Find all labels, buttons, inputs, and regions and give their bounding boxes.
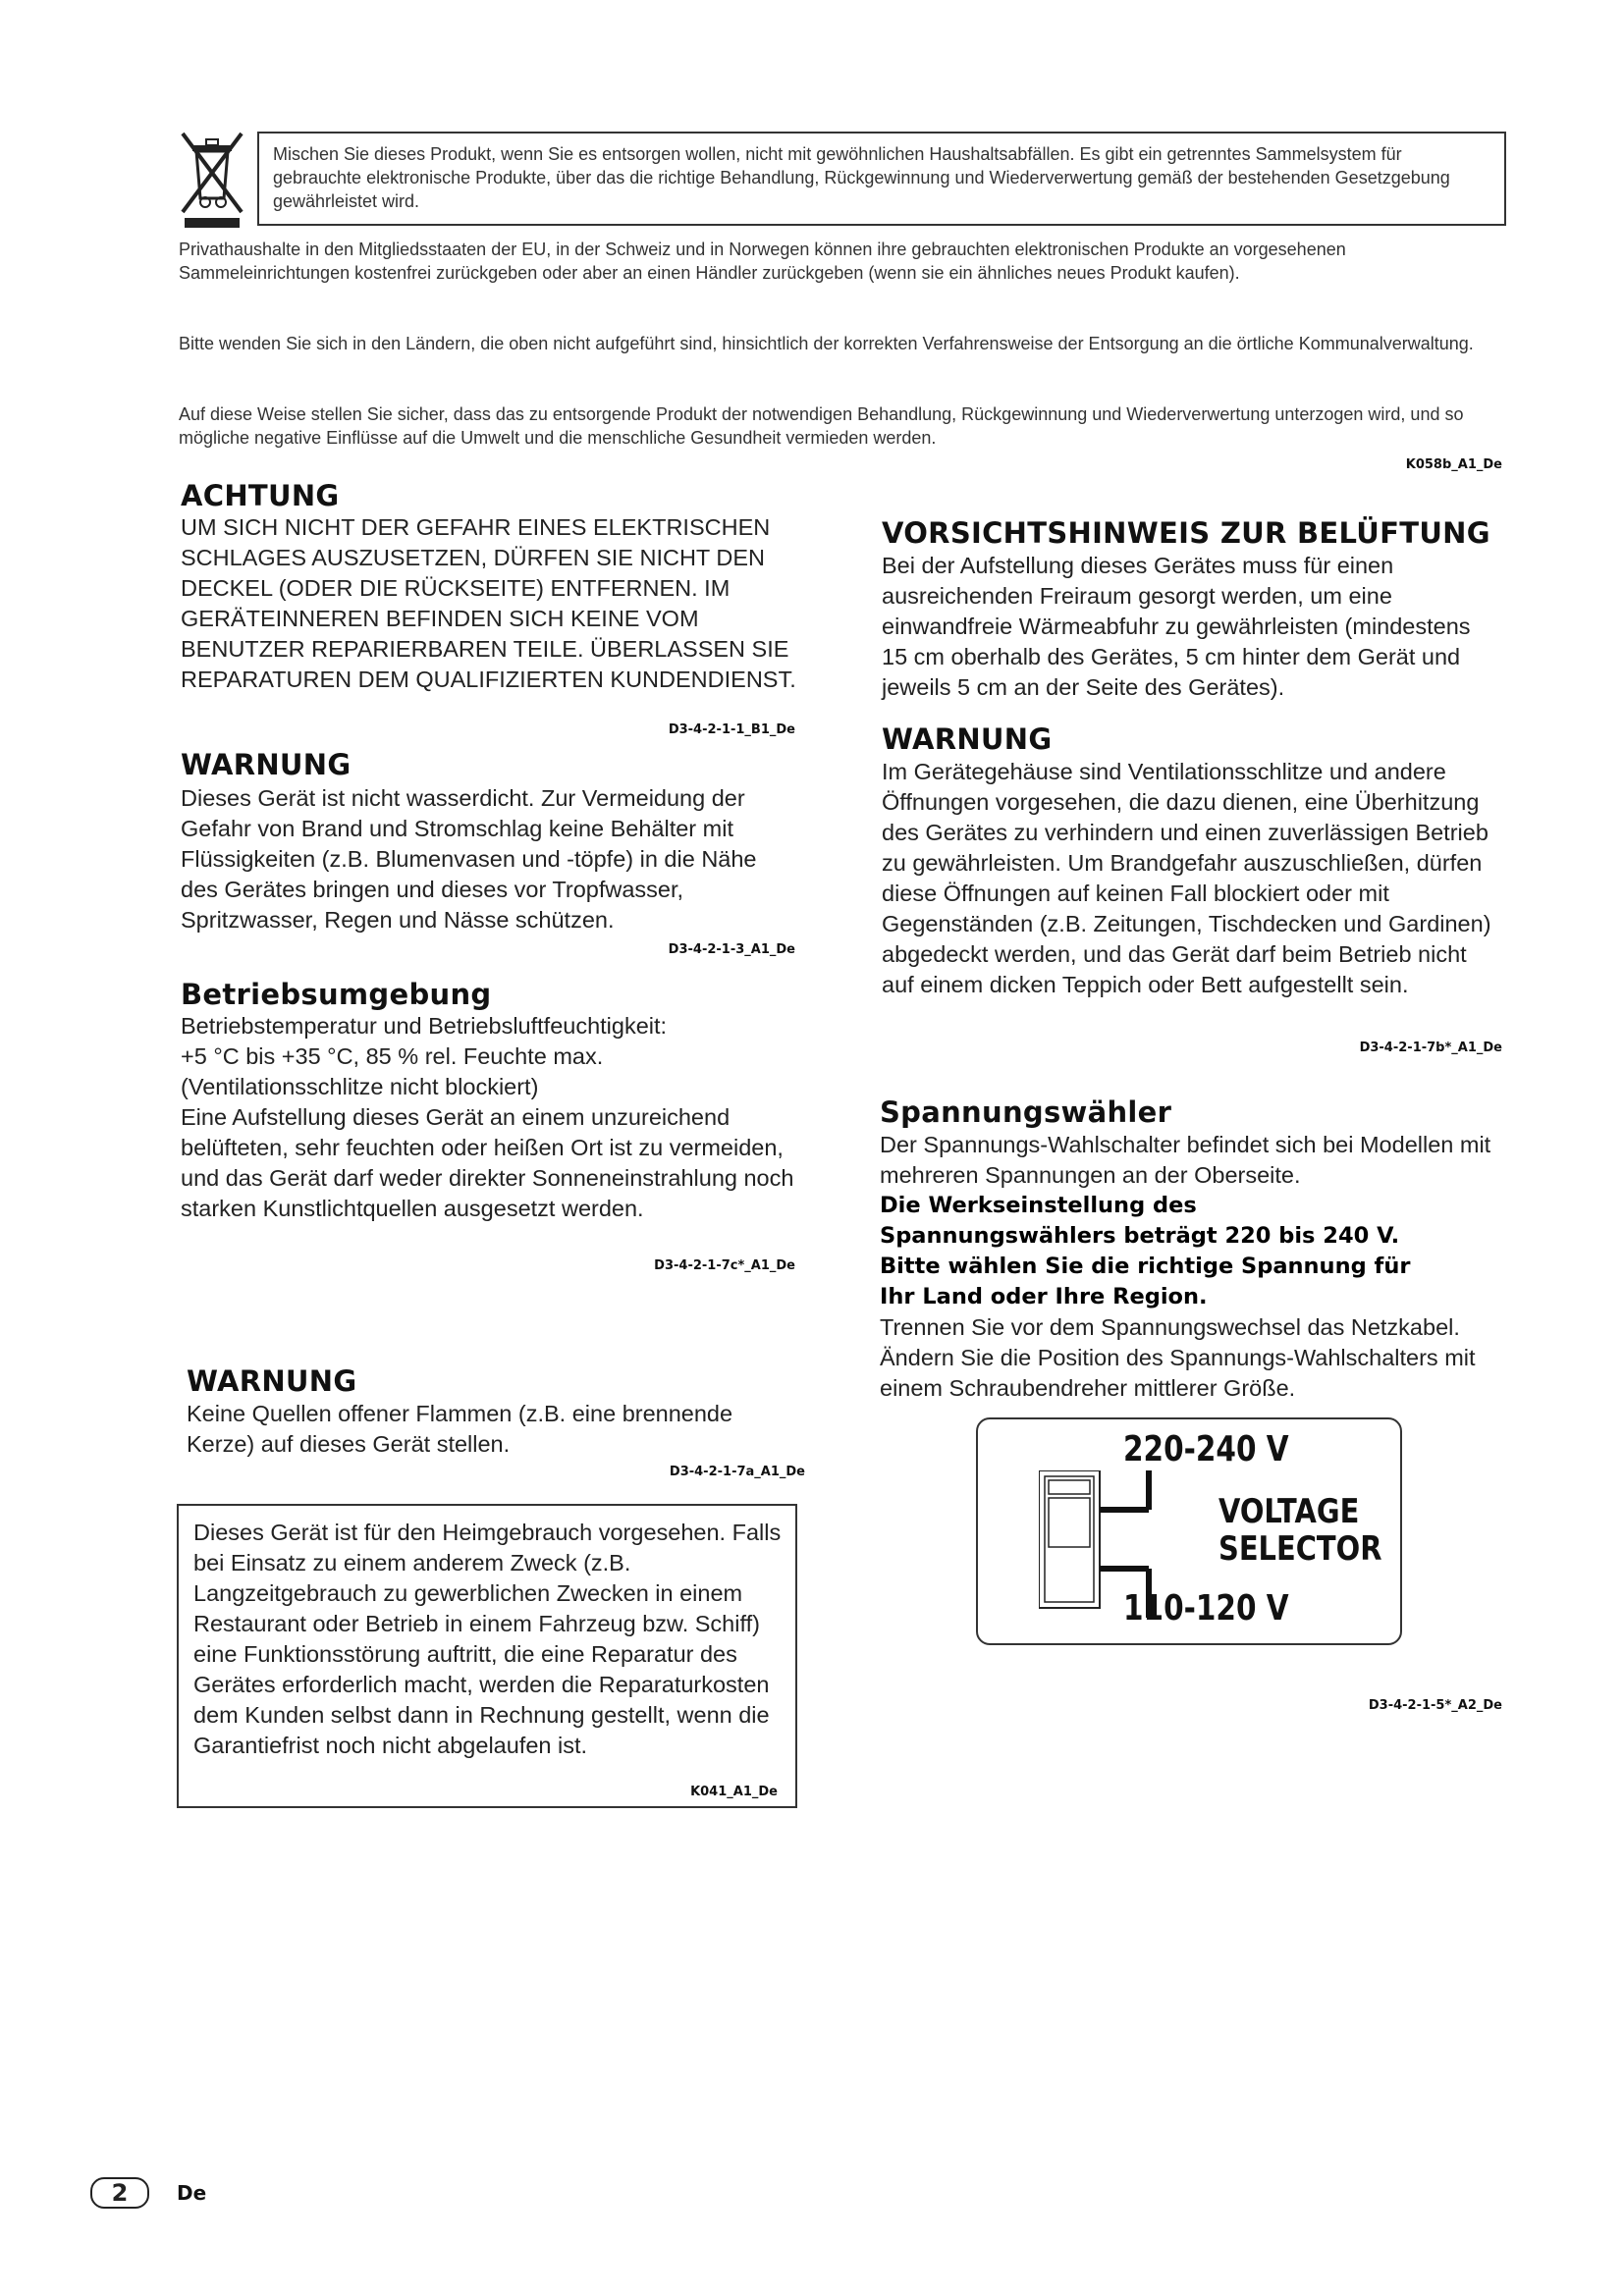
disposal-notice-box — [257, 132, 1506, 226]
page-number — [90, 2177, 149, 2209]
warnung-3-text: Im Gerätegehäuse sind Ventilationsschlitze und andere Öffnungen vorgesehen, die dazu dienen, eine Überhitzung des Gerätes zu verhindern und einen zuverlässigen Betrieb zu gewährleisten. Um Brandgefahr auszuschließen, dürfen diese Öffnungen auf keinen Fall blockiert oder mit Gegenständen (z.B. Zeitungen, Tischdecken und Gardinen) abgedeckt werden, und das Gerät darf beim Betrieb nicht auf einem dicken Teppich oder Bett aufgestellt sein. — [882, 759, 1491, 997]
warnung-2-text: Keine Quellen offener Flammen (z.B. eine brennende Kerze) auf dieses Gerät stellen. — [187, 1401, 733, 1457]
voltage-heading: Spannungswähler — [880, 1095, 1172, 1129]
page-number-text: 2 — [111, 2179, 129, 2207]
voltage-selector-label-1: VOLTAGE — [1218, 1492, 1360, 1531]
warnung-1-heading: WARNUNG — [181, 748, 352, 781]
home-use-code: K041_A1_De — [690, 1785, 778, 1799]
disposal-notice-text: Mischen Sie dieses Produkt, wenn Sie es entsorgen wollen, nicht mit gewöhnlichen Haushaltsabfällen. Es gibt ein getrenntes Sammelsystem für gebrauchte elektronische Produkte, über das die richtige Behandlung, Rückgewinnung und Wiederverwertung gemäß der bestehenden Gesetzgebung gewährleistet wird. — [273, 144, 1450, 211]
warnung-3-heading: WARNUNG — [882, 722, 1053, 756]
betrieb-line-2: +5 °C bis +35 °C, 85 % rel. Feuchte max. — [181, 1043, 604, 1069]
achtung-text: UM SICH NICHT DER GEFAHR EINES ELEKTRISCHEN SCHLAGES AUSZUSETZEN, DÜRFEN SIE NICHT DEN DECKEL (ODER DIE RÜCKSEITE) ENTFERNEN. IM GERÄTEINNEREN BEFINDEN SICH KEINE VOM BENUTZER REPARIERBAREN TEILE. ÜBERLASSEN SIE REPARATUREN DEM QUALIFIZIERTEN KUNDENDIENST. — [181, 514, 796, 692]
ventilation-text: Bei der Aufstellung dieses Gerätes muss für einen ausreichenden Freiraum gesorgt werden, um eine einwandfreie Wärmeabfuhr zu gewährleisten (mindestens 15 cm oberhalb des Gerätes, 5 cm hinter dem Gerät und jeweils 5 cm an der Seite des Gerätes). — [882, 553, 1471, 700]
warnung-1-code: D3-4-2-1-3_A1_De — [668, 942, 795, 957]
achtung-code: D3-4-2-1-1_B1_De — [668, 722, 795, 737]
ventilation-heading: VORSICHTSHINWEIS ZUR BELÜFTUNG — [882, 516, 1490, 550]
disposal-para-2: Bitte wenden Sie sich in den Ländern, die oben nicht aufgeführt sind, hinsichtlich der korrekten Verfahrensweise der Entsorgung an die örtliche Kommunalverwaltung. — [179, 334, 1474, 353]
warnung-2-code: D3-4-2-1-7a_A1_De — [669, 1465, 805, 1479]
disposal-para-1: Privathaushalte in den Mitgliedsstaaten der EU, in der Schweiz und in Norwegen können ihre gebrauchten elektronischen Produkte an vorgesehenen Sammeleinrichtungen kostenfrei zurückgeben oder aber an einen Händler zurückgeben (wenn sie ein ähnliches neues Produkt kaufen). — [179, 240, 1346, 283]
voltage-selector-label-2: SELECTOR — [1218, 1529, 1382, 1569]
voltage-selector-figure — [976, 1417, 1402, 1645]
home-use-box — [177, 1504, 797, 1808]
betrieb-line-1: Betriebstemperatur und Betriebsluftfeuchtigkeit: — [181, 1013, 668, 1039]
warnung-2-heading: WARNUNG — [187, 1364, 357, 1398]
weee-bin-icon — [179, 130, 245, 228]
betrieb-heading: Betriebsumgebung — [181, 978, 492, 1011]
achtung-heading: ACHTUNG — [181, 479, 340, 512]
warnung-3-code: D3-4-2-1-7b*_A1_De — [1359, 1041, 1502, 1055]
voltage-factory-setting: Die Werkseinstellung des Spannungswählers beträgt 220 bis 240 V. Bitte wählen Sie die richtige Spannung für Ihr Land oder Ihre Region. — [880, 1193, 1411, 1309]
voltage-text: Der Spannungs-Wahlschalter befindet sich bei Modellen mit mehreren Spannungen an der Oberseite. — [880, 1132, 1491, 1188]
betrieb-line-3: (Ventilationsschlitze nicht blockiert) — [181, 1074, 539, 1099]
betrieb-code: D3-4-2-1-7c*_A1_De — [654, 1258, 795, 1273]
home-use-text: Dieses Gerät ist für den Heimgebrauch vorgesehen. Falls bei Einsatz zu einem anderem Zweck (z.B. Langzeitgebrauch zu gewerblichen Zwecken in einem Restaurant oder Betrieb in einem Fahrzeug bzw. Schiff) eine Funktionsstörung auftritt, die eine Reparatur des Gerätes erforderlich macht, werden die Reparaturkosten dem Kunden selbst dann in Rechnung gestellt, wenn die Garantiefrist noch nicht abgelaufen ist. — [193, 1520, 782, 1758]
voltage-high-label: 220-240 V — [1123, 1429, 1289, 1469]
voltage-low-label: 110-120 V — [1123, 1588, 1289, 1629]
disposal-code: K058b_A1_De — [1405, 457, 1502, 472]
voltage-instruction: Trennen Sie vor dem Spannungswechsel das Netzkabel. Ändern Sie die Position des Spannungs-Wahlschalters mit einem Schraubendreher mittlerer Größe. — [880, 1314, 1476, 1401]
warnung-1-text: Dieses Gerät ist nicht wasserdicht. Zur Vermeidung der Gefahr von Brand und Stromschlag keine Behälter mit Flüssigkeiten (z.B. Blumenvasen und -töpfe) in die Nähe des Gerätes bringen und dieses vor Tropfwasser, Spritzwasser, Regen und Nässe schützen. — [181, 785, 757, 933]
betrieb-text: Eine Aufstellung dieses Gerät an einem unzureichend belüfteten, sehr feuchten oder heißen Ort ist zu vermeiden, und das Gerät darf weder direkter Sonneneinstrahlung noch starken Kunstlichtquellen ausgesetzt werden. — [181, 1104, 794, 1221]
voltage-code: D3-4-2-1-5*_A2_De — [1368, 1698, 1502, 1713]
language-label: De — [177, 2181, 207, 2205]
disposal-para-3: Auf diese Weise stellen Sie sicher, dass das zu entsorgende Produkt der notwendigen Behandlung, Rückgewinnung und Wiederverwertung unterzogen wird, und so mögliche negative Einflüsse auf die Umwelt und die menschliche Gesundheit vermieden werden. — [179, 404, 1464, 448]
